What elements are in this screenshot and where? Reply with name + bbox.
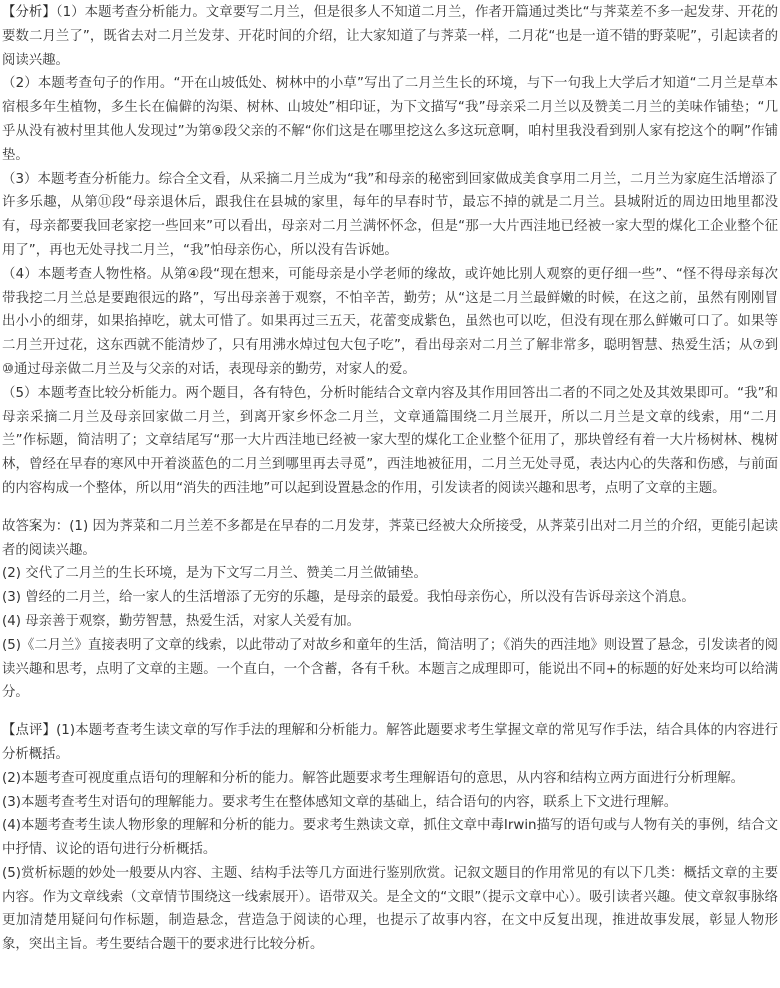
- comment-section: [2, 719, 778, 957]
- analysis-paragraph-4: （4）本题考查人物性格。从第④段“现在想来，可能母亲是小学老师的缘故，或许她比别人观察的更仔细一些”、“怪不得母亲每次带我挖二月兰总是要跑很远的路”，写出母亲善于观察，不怕辛苦，勤劳；从“这是二月兰最鲜嫩的时候，在这之前，虽然有刚刚冒出小小的细芽，如果掐掉吃，就太可惜了。如果再过三五天，花蕾变成紫色，虽然也可以吃，但没有现在那么鲜嫩可口了。如果等二月兰开过花，这东西就不能清炒了，只有用沸水焯过包大包子吃”，看出母亲对二月兰了解非常多，聪明智慧、热爱生活；从⑦到⑩通过母亲做二月兰及与父亲的对话，表现母亲的勤劳，对家人的爱。: [2, 266, 778, 377]
- analysis-text-1: （1）本题考查分析能力。文章要写二月兰，但是很多人不知道二月兰，作者开篇通过类比“与荠菜差不多一起发芽、开花的要数二月兰了”，既省去对二月兰发芽、开花时间的介绍，让大家知道了与荠菜一样，二月花“也是一道不错的野菜呢”，引起读者的阅读兴趣。: [2, 5, 778, 68]
- comment-paragraph-5: (5)赏析标题的妙处一般要从内容、主题、结构手法等几方面进行鉴别欣赏。记叙文题目的作用常见的有以下几类：概括文章的主要内容。作为文章线索（文章情节围绕这一线索展开）。语带双关。是全文的“文眼”（提示文章中心）。吸引读者兴趣。使文章叙事脉络更加清楚用疑问句作标题，制造悬念，营造急于阅读的心理，也提示了故事内容，在文中反复出现，推进故事发展，彰显人物形象，突出主旨。考生要结合题干的要求进行比较分析。: [2, 865, 778, 953]
- analysis-paragraph-1: [2, 1, 778, 72]
- section-spacer: [2, 705, 778, 719]
- comment-paragraph-3: (3)本题考查考生对语句的理解能力。要求考生在整体感知文章的基础上，结合语句的内容，联系上下文进行理解。: [2, 794, 678, 810]
- answer-paragraph-4: (4) 母亲善于观察，勤劳智慧，热爱生活，对家人关爱有加。: [2, 613, 360, 629]
- answer-paragraph-2: (2) 交代了二月兰的生长环境，是为下文写二月兰、赞美二月兰做铺垫。: [2, 566, 427, 582]
- comment-paragraph-4: (4)本题考查考生读人物形象的理解和分析的能力。要求考生熟读文章，抓住文章中毒Irwin描写的语句或与人物有关的事例，结合文中抒情、议论的语句进行分析概括。: [2, 818, 778, 858]
- analysis-paragraph-2: （2）本题考查句子的作用。“开在山坡低处、树林中的小草”写出了二月兰生长的环境，与下一句我上大学后才知道“二月兰是草本宿根多年生植物，多生长在偏僻的沟渠、树林、山坡处”相印证，为下文描写“我”母亲采二月兰以及赞美二月兰的美味作铺垫；“几乎从没有被村里其他人发现过”为第⑨段父亲的不解“你们这是在哪里挖这么多这玩意啊，咱村里我没看到别人家有挖这个的啊”作铺垫。: [2, 76, 778, 163]
- comment-text-1: (1)本题考查考生读文章的写作手法的理解和分析能力。解答此题要求考生掌握文章的常见写作手法，结合具体的内容进行分析概括。: [2, 723, 778, 762]
- analysis-paragraph-3: （3）本题考查分析能力。综合全文看，从采摘二月兰成为“我”和母亲的秘密到回家做成美食享用二月兰，二月兰为家庭生活增添了许多乐趣，从第⑪段“母亲退休后，跟我住在县城的家里，每年的早春时节，最忘不掉的就是二月兰。县城附近的周边田地里都没有，母亲都要我回老家挖一些回来”可以看出，母亲对二月兰满怀怀念，但是“那一大片西洼地已经被一家大型的煤化工企业整个征用了”，再也无处寻找二月兰，“我”怕母亲伤心，所以没有告诉她。: [2, 171, 778, 258]
- comment-paragraph-2: (2)本题考查可视度重点语句的理解和分析的能力。解答此题要求考生理解语句的意思，从内容和结构立两方面进行分析理解。: [2, 770, 745, 786]
- answer-paragraph-3: (3) 曾经的二月兰，给一家人的生活增添了无穷的乐趣，是母亲的最爱。我怕母亲伤心，所以没有告诉母亲这个消息。: [2, 590, 695, 606]
- answer-paragraph-1: 故答案为：(1) 因为荠菜和二月兰差不多都是在早春的二月发芽，荠菜已经被大众所接受，从荠菜引出对二月兰的介绍，更能引起读者的阅读兴趣。: [2, 518, 778, 558]
- comment-heading: 【点评】: [2, 723, 57, 739]
- answer-section: [2, 515, 778, 705]
- comment-paragraph-1: [2, 719, 778, 767]
- answer-paragraph-5: (5)《二月兰》直接表明了文章的线索，以此带动了对故乡和童年的生活，简洁明了；《消失的西洼地》则设置了悬念，引发读者的阅读兴趣和思考，点明了文章的主题。一个直白，一个含蓄，各有千秋。本题言之成理即可，能说出不同+的标题的好处来均可以给满分。: [2, 637, 778, 701]
- section-spacer: [2, 501, 778, 515]
- analysis-heading: 【分析】: [2, 5, 56, 20]
- analysis-paragraph-5: （5）本题考查比较分析能力。两个题目，各有特色，分析时能结合文章内容及其作用回答出二者的不同之处及其效果即可。“我”和母亲采摘二月兰及母亲回家做二月兰，到离开家乡怀念二月兰，文章通篇围绕二月兰展开，所以二月兰是文章的线索，用“二月兰”作标题，简洁明了；文章结尾写“那一大片西洼地已经被一家大型的煤化工企业整个征用了，那块曾经有着一大片杨树林、槐树林，曾经在早春的寒风中开着淡蓝色的二月兰到哪里再去寻觅”，西洼地被征用，二月兰无处寻觅，表达内心的失落和伤感，与前面的内容构成一个整体，所以用“消失的西洼地”可以起到设置悬念的作用，引发读者的阅读兴趣和思考，点明了文章的主题。: [2, 385, 778, 496]
- analysis-section: [2, 1, 778, 501]
